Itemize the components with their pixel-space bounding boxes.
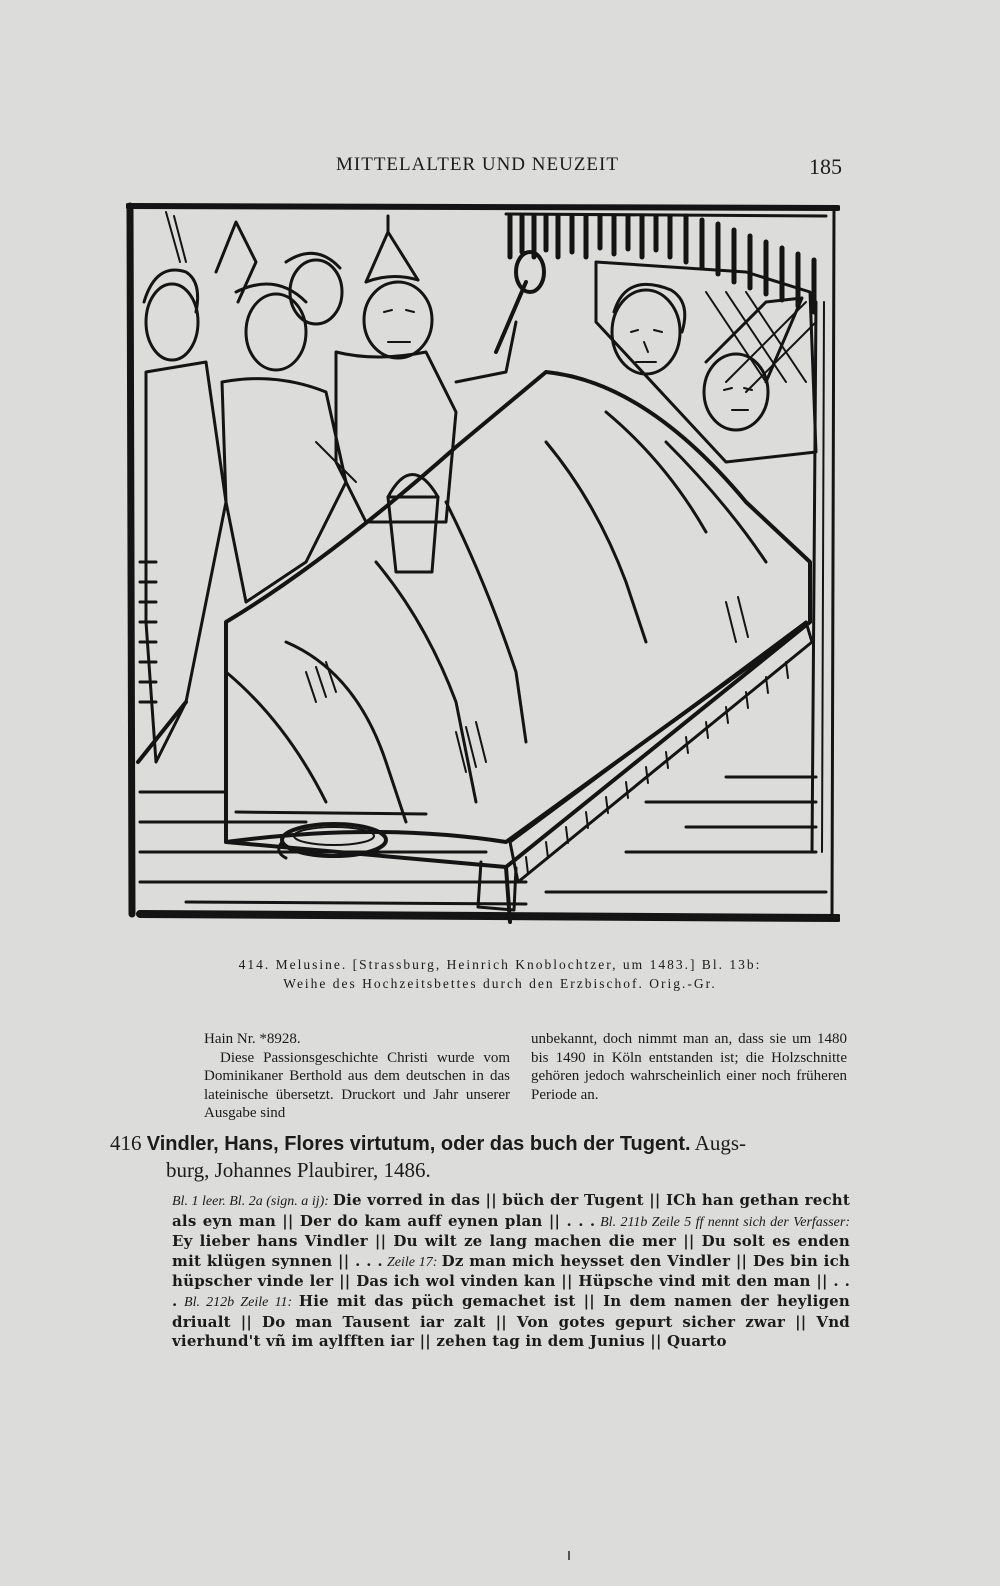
folio-note-4: Bl. 212b Zeile 11: [184,1294,293,1310]
entry-publisher: burg, Johannes Plaubirer, 1486. [166,1158,431,1182]
catalog-entry [110,1130,850,1352]
figure-caption [150,955,850,993]
entry-place: Augs- [694,1131,746,1155]
folio-note-1: Bl. 1 leer. Bl. 2a (sign. a ij): [172,1194,329,1209]
folio-note-3: Zeile 17: [386,1254,438,1270]
entry-title: Vindler, Hans, Flores virtutum, oder das buch der Tugent. [146,1133,691,1155]
folio-note-2: Bl. 211b Zeile 5 ff nennt sich der Verfasser: [600,1214,851,1230]
quote-4: Hie mit das püch gemachet ist || In dem namen der heyligen driualt || Do man Tausent iar zalt || Von gotes gepurt sicher zwar || Vnd vierhund't vñ im aylfften iar || zehen tag in dem Junius || Quarto [172,1291,851,1351]
entry-number: 416 [110,1131,142,1155]
quote-2: Ey lieber hans Vindler || Du wilt ze lang machen die mer || Du solt es enden mit klügen synnen || . . . [172,1232,850,1270]
quote-1: Die vorred in das || büch der Tugent || ICh han gethan recht als eyn man || Der do kam auff eynen plan || . . . [172,1191,851,1230]
hain-reference: Hain Nr. *8928. [204,1031,301,1047]
print-speck [568,1551,570,1560]
right-paragraph: unbekannt, doch nimmt man an, dass sie um 1480 bis 1490 in Köln entstanden ist; die Holzschnitte gehören jedoch wahrscheinlich einer noch früheren Periode an. [531,1031,847,1103]
caption-line-2: Weihe des Hochzeitsbettes durch den Erzbischof. Orig.-Gr. [283,976,717,991]
left-paragraph: Diese Passionsgeschichte Christi wurde vom Dominikaner Berthold aus dem deutschen in das lateinische übersetzt. Druckort und Jahr unserer Ausgabe sind [204,1049,510,1121]
entry-heading [110,1130,850,1183]
caption-line-1: 414. Melusine. [Strassburg, Heinrich Knoblochtzer, um 1483.] Bl. 13b: [238,957,762,972]
text-column-right [531,1030,847,1104]
quote-3: Dz man mich heysset den Vindler || Des bin ich hüpscher vinde ler || Das ich wol vinden kan || Hüpsche vind mit den man || . . . [172,1251,851,1310]
entry-description [172,1191,850,1352]
text-column-left [204,1030,510,1123]
woodcut-illustration [126,202,840,935]
running-head-title: MITTELALTER UND NEUZEIT [336,154,619,175]
page-number: 185 [809,154,842,179]
